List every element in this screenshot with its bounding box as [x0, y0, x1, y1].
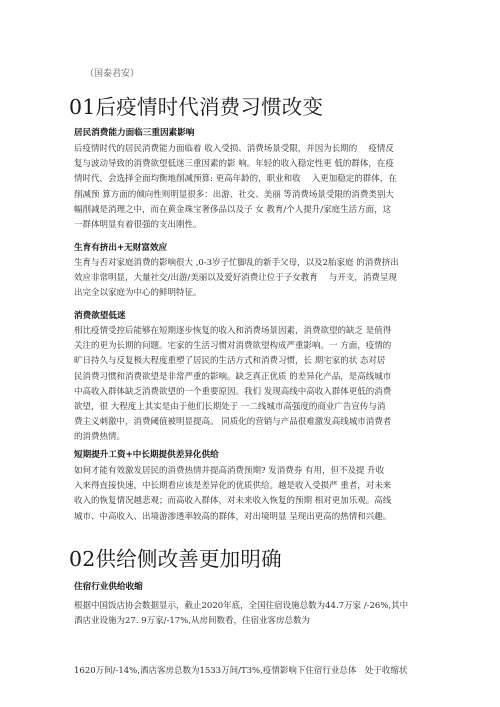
- paragraph-line: 一群体明显有着很强的支出刚性。: [74, 219, 202, 230]
- paragraph-wage-supply: [74, 464, 444, 525]
- paragraph-line: 后疫情时代的居民消费能力面临着 收入受损、消费场景受限，并因为长期的 疫情反: [74, 144, 394, 154]
- paragraph-line: 复与波动导致的消费欲望低迷三重因素的影 响。年轻的收入稳定性更 低的群体，在疫: [74, 159, 394, 170]
- paragraph-line: 关注的更为长期的问题。宅家的生活习惯对消费欲望构成严重影响。一 方面，疫情的: [74, 341, 392, 352]
- paragraph-line: 相比疫情受控后能够在短期逐步恢复的收入和消费场景因素，消费欲望的缺乏 是值得: [74, 326, 392, 336]
- paragraph-line: 出完全以家庭为中心的鲜明特征。: [74, 288, 202, 299]
- paragraph-fertility: [74, 256, 444, 302]
- paragraph-line: 中高收入群体缺乏消费欲望的一个重要原因。我们 发现高线中高收入群体更低的消费: [74, 386, 392, 397]
- paragraph-line: 酒店业设施为27. 9万家/-17%,从房间数看，住宿业客房总数为: [74, 616, 310, 627]
- subsection-heading-fertility: 生育有挤出+无财富效应: [74, 243, 168, 253]
- paragraph-line: 情时代，会选择全面均衡地削减预算: 更高年龄的，职业和收 入更加稳定的群体，在: [74, 174, 397, 185]
- paragraph-line: 1620万间/-14%,酒店客房总数为1533万间/T3%,疫情影响下住宿行业总体 处于收缩状: [74, 666, 408, 676]
- paragraph-line: 旷日持久与反复极大程度重塑了居民的生活方式和消费习惯，长 期宅家的状 态对居: [74, 356, 386, 367]
- subsection-heading-wage-supply: 短期提升工资+中长期提供差异化供给: [74, 450, 219, 460]
- paragraph-line: 如何才能有效激发居民的消费热情并提高消费预期? 发消费券 有用，但不及提 升收: [74, 466, 385, 476]
- paragraph-line: 的消费热情。: [74, 432, 126, 443]
- paragraph-line: 费主义刺激中，消费阈值被明显提高。 同质化的营销与产品很难激发高线城市消费者: [74, 417, 392, 428]
- section-2-title: 02供给侧改善更加明确: [69, 547, 282, 571]
- section-1-title: 01后疫情时代消费习惯改变: [69, 95, 324, 119]
- paragraph-line: 入来得直接快速，中长期看应该是差异化的优质供给。越是收入受损严 重者，对未来: [74, 481, 392, 492]
- subsection-heading-lodging: 住宿行业供给收缩: [74, 582, 143, 592]
- paragraph-line: 效应非常明显，大量社交/出游/美丽以及爱好消费让位于子女教育 与开支，消费呈现: [74, 273, 397, 284]
- paragraph-line: 幅削减是消理之中，而在黄金珠宝奢侈品以及子 女 教育/个人提升/家庭生活方面，这: [74, 204, 392, 215]
- subsection-heading-low-desire: 消费欲望低迷: [74, 311, 126, 321]
- subsection-heading-consumption-capacity: 居民消费能力面临三重因素影响: [74, 128, 195, 138]
- paragraph-line: 民消费习惯和消费欲望是非常严重的影响。缺乏真正优质 的差异化产品，是高线城市: [74, 371, 392, 382]
- paragraph-line: 削减预 算方面的倾向性则明显很多：出游、社交、美丽 等消费场景受限的消费类别大: [74, 189, 394, 200]
- paragraph-consumption-capacity: [74, 142, 444, 233]
- paragraph-lodging: [74, 599, 444, 629]
- paragraph-line: 生育与否对家庭消费的影响很大 ,0-3岁子忙脚乱的新手父母，以及2胎家庭 的消费挤出: [74, 258, 399, 268]
- paragraph-line: 欲望，很 大程度上其实是由于他们长期处于 一二线城市高强度的商业广告宣传与消: [74, 401, 386, 412]
- paragraph-line: 收入的恢复情况越悲观；而高收入群体，对未来收入恢复的预期 相对更加乐观。高线: [74, 496, 392, 507]
- paragraph-low-desire: [74, 324, 444, 446]
- paragraph-line: 城市、中高收入、出境游渗透率较高的群体，对出境明显 呈现出更高的热情和兴趣。: [74, 511, 392, 522]
- paragraph-line: 根据中国饭店协会数据显示，截止2020年底，全国住宿设施总数为44.7万家 /-26%,其中: [74, 601, 409, 611]
- paragraph-lodging-continued: [74, 664, 444, 679]
- source-attribution: （国泰君安）: [85, 69, 140, 79]
